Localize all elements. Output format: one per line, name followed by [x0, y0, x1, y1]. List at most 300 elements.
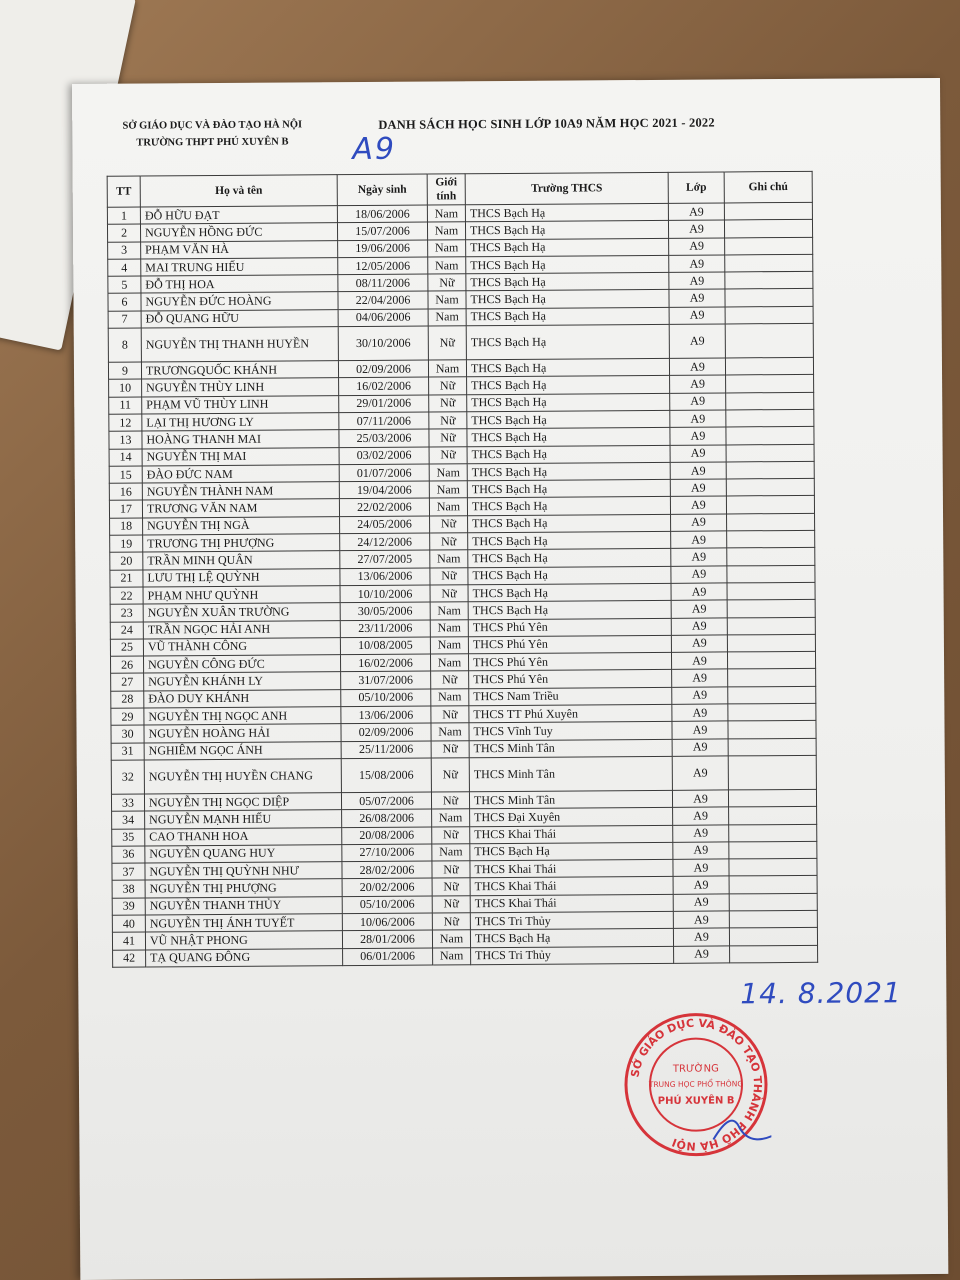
- student-name-cell: TRƯƠNG VĂN NAM: [142, 499, 339, 518]
- school-seal-stamp: [620, 1009, 771, 1160]
- class-cell: A9: [670, 427, 726, 445]
- student-name-cell: HOÀNG THANH MAI: [142, 430, 339, 449]
- class-cell: A9: [671, 617, 727, 635]
- date-of-birth-cell: 27/10/2006: [342, 844, 432, 862]
- note-cell: [726, 478, 814, 496]
- class-cell: A9: [672, 756, 728, 790]
- middle-school-cell: THCS Bạch Hạ: [468, 601, 671, 620]
- middle-school-cell: THCS Bạch Hạ: [467, 445, 670, 464]
- middle-school-cell: THCS Khai Thái: [470, 894, 673, 913]
- student-name-cell: NGUYỄN KHÁNH LY: [144, 672, 341, 691]
- column-header-name: Họ và tên: [140, 175, 337, 207]
- student-name-cell: LƯU THỊ LỆ QUỲNH: [143, 568, 340, 587]
- row-number-cell: 18: [110, 518, 143, 536]
- middle-school-cell: THCS Bạch Hạ: [466, 290, 669, 309]
- note-cell: [727, 565, 815, 583]
- middle-school-cell: THCS Minh Tân: [469, 739, 672, 758]
- note-cell: [726, 392, 814, 410]
- column-header-gender: [427, 174, 465, 205]
- date-of-birth-cell: 05/07/2006: [341, 792, 431, 810]
- gender-cell: Nam: [432, 930, 470, 948]
- student-name-cell: TẠ QUANG ĐÔNG: [146, 948, 343, 967]
- table-row: [113, 945, 818, 967]
- row-number-cell: 37: [112, 863, 145, 881]
- class-cell: A9: [668, 220, 724, 238]
- gender-cell: Nam: [427, 205, 465, 223]
- class-cell: A9: [669, 238, 725, 256]
- date-of-birth-cell: 22/04/2006: [338, 292, 428, 310]
- class-cell: A9: [669, 307, 725, 325]
- note-cell: [727, 513, 815, 531]
- row-number-cell: 10: [109, 379, 142, 397]
- gender-cell: Nam: [431, 688, 469, 706]
- table-header-row: [107, 171, 812, 207]
- row-number-cell: 9: [108, 362, 141, 380]
- note-cell: [727, 600, 815, 618]
- note-cell: [729, 841, 817, 859]
- row-number-cell: 20: [110, 552, 143, 570]
- student-name-cell: PHẠM NHƯ QUỲNH: [143, 586, 340, 605]
- date-of-birth-cell: 12/05/2006: [338, 257, 428, 275]
- gender-cell: Nữ: [429, 429, 467, 447]
- class-cell: A9: [672, 790, 728, 808]
- gender-cell: Nữ: [432, 878, 470, 896]
- student-name-cell: NGUYỄN THỊ HUYỀN CHANG: [144, 759, 341, 794]
- school-name: TRƯỜNG THPT PHÚ XUYÊN B: [136, 136, 289, 149]
- student-name-cell: NGUYỄN THANH THỦY: [145, 896, 342, 915]
- date-of-birth-cell: 19/04/2006: [339, 481, 429, 499]
- student-name-cell: PHẠM VĂN HÀ: [141, 240, 338, 259]
- gender-cell: Nam: [429, 481, 467, 499]
- row-number-cell: 3: [108, 242, 141, 260]
- class-cell: A9: [673, 894, 729, 912]
- middle-school-cell: THCS Bạch Hạ: [467, 497, 670, 516]
- date-of-birth-cell: 22/02/2006: [339, 498, 429, 516]
- middle-school-cell: THCS Bạch Hạ: [466, 307, 669, 326]
- department-name: SỞ GIÁO DỤC VÀ ĐÀO TẠO HÀ NỘI: [122, 119, 303, 132]
- issuing-organization: [112, 116, 312, 151]
- date-of-birth-cell: 30/10/2006: [338, 326, 428, 361]
- class-cell: A9: [673, 928, 729, 946]
- student-name-cell: VŨ NHẬT PHONG: [145, 931, 342, 950]
- date-of-birth-cell: 07/11/2006: [339, 412, 429, 430]
- student-name-cell: ĐỖ HỮU ĐẠT: [140, 206, 337, 225]
- document-page: [72, 78, 948, 1280]
- class-cell: A9: [671, 548, 727, 566]
- gender-cell: Nam: [430, 550, 468, 568]
- gender-cell: Nữ: [431, 758, 469, 792]
- date-of-birth-cell: 24/05/2006: [340, 516, 430, 534]
- row-number-cell: 15: [109, 466, 142, 484]
- note-cell: [726, 427, 814, 445]
- gender-cell: Nữ: [432, 826, 470, 844]
- middle-school-cell: THCS Minh Tân: [469, 790, 672, 809]
- class-cell: A9: [669, 255, 725, 273]
- date-of-birth-cell: 19/06/2006: [338, 240, 428, 258]
- gender-cell: Nữ: [429, 377, 467, 395]
- date-of-birth-cell: 03/02/2006: [339, 447, 429, 465]
- class-cell: A9: [672, 721, 728, 739]
- student-roster-table: [107, 171, 819, 968]
- handwritten-class-note: A9: [352, 131, 397, 168]
- date-of-birth-cell: 08/11/2006: [338, 274, 428, 292]
- row-number-cell: 28: [111, 691, 144, 709]
- student-name-cell: NGUYỄN HỒNG ĐỨC: [140, 223, 337, 242]
- middle-school-cell: THCS Bạch Hạ: [466, 358, 669, 377]
- gender-cell: Nữ: [429, 446, 467, 464]
- gender-cell: Nam: [432, 844, 470, 862]
- date-of-birth-cell: 25/03/2006: [339, 429, 429, 447]
- middle-school-cell: THCS Minh Tân: [469, 756, 672, 791]
- middle-school-cell: THCS Bạch Hạ: [467, 462, 670, 481]
- date-of-birth-cell: 25/11/2006: [341, 741, 431, 759]
- date-of-birth-cell: 10/06/2006: [342, 913, 432, 931]
- class-cell: A9: [673, 824, 729, 842]
- class-cell: A9: [669, 272, 725, 290]
- middle-school-cell: THCS Tri Thủy: [470, 911, 673, 930]
- note-cell: [725, 289, 813, 307]
- table-row: [111, 755, 816, 794]
- row-number-cell: 27: [111, 673, 144, 691]
- middle-school-cell: THCS Bạch Hạ: [465, 221, 668, 240]
- table-row: [108, 323, 813, 362]
- handwritten-date: 14. 8.2021: [740, 976, 902, 1011]
- student-name-cell: ĐÀO DUY KHÁNH: [144, 689, 341, 708]
- student-name-cell: NGUYỄN QUANG HUY: [145, 844, 342, 863]
- note-cell: [726, 496, 814, 514]
- note-cell: [727, 651, 815, 669]
- date-of-birth-cell: 31/07/2006: [341, 671, 431, 689]
- student-name-cell: VŨ THÀNH CÔNG: [143, 637, 340, 656]
- row-number-cell: 24: [110, 622, 143, 640]
- date-of-birth-cell: 28/01/2006: [342, 930, 432, 948]
- student-name-cell: ĐỖ THỊ HOA: [141, 275, 338, 294]
- row-number-cell: 11: [109, 397, 142, 415]
- row-number-cell: 41: [112, 932, 145, 950]
- gender-cell: Nam: [430, 619, 468, 637]
- middle-school-cell: THCS Bạch Hạ: [467, 428, 670, 447]
- middle-school-cell: THCS Bạch Hạ: [467, 479, 670, 498]
- row-number-cell: 36: [112, 846, 145, 864]
- gender-cell: Nữ: [430, 567, 468, 585]
- date-of-birth-cell: 10/08/2005: [340, 637, 430, 655]
- date-of-birth-cell: 10/10/2006: [340, 585, 430, 603]
- student-name-cell: NGUYỄN THỊ ÁNH TUYẾT: [145, 914, 342, 933]
- note-cell: [728, 703, 816, 721]
- date-of-birth-cell: 02/09/2006: [341, 723, 431, 741]
- middle-school-cell: THCS Bạch Hạ: [468, 583, 671, 602]
- note-cell: [727, 634, 815, 652]
- middle-school-cell: THCS Bạch Hạ: [468, 514, 671, 533]
- middle-school-cell: THCS Bạch Hạ: [468, 531, 671, 550]
- date-of-birth-cell: 27/07/2005: [340, 550, 430, 568]
- class-cell: A9: [673, 911, 729, 929]
- student-name-cell: NGUYỄN CÔNG ĐỨC: [143, 655, 340, 674]
- row-number-cell: 4: [108, 259, 141, 277]
- row-number-cell: 2: [107, 224, 140, 242]
- student-name-cell: CAO THANH HOA: [145, 827, 342, 846]
- gender-cell: Nam: [433, 947, 471, 965]
- student-name-cell: NGUYỄN THỊ PHƯỢNG: [145, 879, 342, 898]
- date-of-birth-cell: 20/02/2006: [342, 878, 432, 896]
- date-of-birth-cell: 18/06/2006: [337, 205, 427, 223]
- row-number-cell: 22: [110, 587, 143, 605]
- note-cell: [729, 928, 817, 946]
- row-number-cell: 1: [107, 207, 140, 225]
- note-cell: [725, 254, 813, 272]
- student-name-cell: MAI TRUNG HIẾU: [141, 258, 338, 277]
- gender-cell: Nam: [428, 360, 466, 378]
- class-cell: A9: [672, 687, 728, 705]
- student-name-cell: NGUYỄN THỊ NGÀ: [143, 516, 340, 535]
- note-cell: [725, 306, 813, 324]
- stamp-center-line-3: PHÚ XUYÊN B: [657, 1095, 735, 1107]
- middle-school-cell: THCS TT Phú Xuyên: [469, 704, 672, 723]
- gender-cell: Nữ: [432, 861, 470, 879]
- middle-school-cell: THCS Phú Yên: [468, 652, 671, 671]
- row-number-cell: 35: [112, 829, 145, 847]
- class-cell: A9: [669, 289, 725, 307]
- column-header-note: Ghi chú: [724, 171, 812, 203]
- student-name-cell: NGUYỄN ĐỨC HOÀNG: [141, 292, 338, 311]
- gender-cell: Nam: [429, 464, 467, 482]
- note-cell: [724, 202, 812, 220]
- note-cell: [729, 807, 817, 825]
- note-cell: [728, 738, 816, 756]
- class-cell: A9: [671, 531, 727, 549]
- student-name-cell: NGUYỄN THỊ THANH HUYỀN: [141, 327, 338, 362]
- class-cell: A9: [672, 704, 728, 722]
- row-number-cell: 42: [113, 950, 146, 968]
- note-cell: [726, 461, 814, 479]
- date-of-birth-cell: 28/02/2006: [342, 861, 432, 879]
- class-cell: A9: [674, 946, 730, 964]
- row-number-cell: 40: [112, 915, 145, 933]
- student-name-cell: NGUYỄN THÀNH NAM: [142, 482, 339, 501]
- row-number-cell: 30: [111, 725, 144, 743]
- row-number-cell: 33: [111, 794, 144, 812]
- middle-school-cell: THCS Bạch Hạ: [466, 238, 669, 257]
- student-name-cell: TRƯƠNGQUỐC KHÁNH: [141, 361, 338, 380]
- stamp-center-line-2: TRUNG HỌC PHỔ THÔNG: [648, 1079, 744, 1089]
- note-cell: [729, 876, 817, 894]
- class-cell: A9: [670, 479, 726, 497]
- date-of-birth-cell: 06/01/2006: [343, 948, 433, 966]
- student-name-cell: NGUYỄN HOÀNG HẢI: [144, 724, 341, 743]
- note-cell: [729, 893, 817, 911]
- date-of-birth-cell: 20/08/2006: [342, 827, 432, 845]
- note-cell: [727, 582, 815, 600]
- row-number-cell: 8: [108, 328, 141, 362]
- note-cell: [726, 375, 814, 393]
- class-cell: A9: [670, 410, 726, 428]
- middle-school-cell: THCS Bạch Hạ: [470, 842, 673, 861]
- date-of-birth-cell: 13/06/2006: [340, 568, 430, 586]
- gender-cell: Nữ: [431, 671, 469, 689]
- gender-cell: Nữ: [432, 895, 470, 913]
- gender-cell: Nữ: [430, 515, 468, 533]
- class-cell: A9: [670, 445, 726, 463]
- row-number-cell: 17: [109, 500, 142, 518]
- column-header-class: Lớp: [668, 172, 724, 203]
- gender-cell: Nữ: [431, 740, 469, 758]
- gender-cell: Nữ: [430, 533, 468, 551]
- date-of-birth-cell: 04/06/2006: [338, 309, 428, 327]
- middle-school-cell: THCS Bạch Hạ: [468, 549, 671, 568]
- middle-school-cell: THCS Phú Yên: [468, 618, 671, 637]
- document-title: DANH SÁCH HỌC SINH LỚP 10A9 NĂM HỌC 2021 - 2022: [378, 115, 715, 132]
- column-header-school: Trường THCS: [465, 172, 668, 204]
- middle-school-cell: THCS Vĩnh Tuy: [469, 722, 672, 741]
- student-name-cell: NGUYỄN THỊ NGỌC ANH: [144, 707, 341, 726]
- note-cell: [725, 357, 813, 375]
- middle-school-cell: THCS Khai Thái: [470, 877, 673, 896]
- class-cell: A9: [673, 842, 729, 860]
- middle-school-cell: THCS Phú Yên: [469, 670, 672, 689]
- middle-school-cell: THCS Bạch Hạ: [466, 273, 669, 292]
- date-of-birth-cell: 05/10/2006: [342, 896, 432, 914]
- gender-cell: Nữ: [429, 412, 467, 430]
- date-of-birth-cell: 02/09/2006: [338, 360, 428, 378]
- middle-school-cell: THCS Bạch Hạ: [465, 203, 668, 222]
- middle-school-cell: THCS Bạch Hạ: [466, 255, 669, 274]
- middle-school-cell: THCS Khai Thái: [470, 825, 673, 844]
- note-cell: [727, 548, 815, 566]
- gender-cell: Nam: [430, 602, 468, 620]
- row-number-cell: 14: [109, 449, 142, 467]
- student-name-cell: NGUYỄN THỊ QUỲNH NHƯ: [145, 862, 342, 881]
- column-header-tt: TT: [107, 176, 140, 207]
- note-cell: [725, 323, 813, 358]
- note-cell: [725, 272, 813, 290]
- row-number-cell: 38: [112, 880, 145, 898]
- class-cell: A9: [672, 739, 728, 757]
- note-cell: [728, 789, 816, 807]
- note-cell: [728, 755, 816, 790]
- row-number-cell: 19: [110, 535, 143, 553]
- note-cell: [727, 530, 815, 548]
- middle-school-cell: THCS Phú Yên: [468, 635, 671, 654]
- date-of-birth-cell: 23/11/2006: [340, 620, 430, 638]
- note-cell: [724, 220, 812, 238]
- row-number-cell: 29: [111, 708, 144, 726]
- student-name-cell: NGUYỄN MẠNH HIẾU: [145, 810, 342, 829]
- column-header-gender-label: Giới tính: [435, 176, 458, 203]
- date-of-birth-cell: 29/01/2006: [339, 395, 429, 413]
- class-cell: A9: [670, 393, 726, 411]
- note-cell: [729, 858, 817, 876]
- stamp-center-line-1: TRƯỜNG: [672, 1063, 719, 1075]
- student-name-cell: TRẦN MINH QUÂN: [143, 551, 340, 570]
- gender-cell: Nam: [428, 309, 466, 327]
- class-cell: A9: [673, 859, 729, 877]
- gender-cell: Nữ: [432, 913, 470, 931]
- row-number-cell: 32: [111, 760, 144, 794]
- row-number-cell: 13: [109, 431, 142, 449]
- class-cell: A9: [670, 462, 726, 480]
- class-cell: A9: [670, 375, 726, 393]
- gender-cell: Nam: [430, 654, 468, 672]
- date-of-birth-cell: 01/07/2006: [339, 464, 429, 482]
- column-header-dob: Ngày sinh: [337, 174, 427, 206]
- date-of-birth-cell: 24/12/2006: [340, 533, 430, 551]
- date-of-birth-cell: 13/06/2006: [341, 706, 431, 724]
- middle-school-cell: THCS Bạch Hạ: [468, 566, 671, 585]
- class-cell: A9: [673, 807, 729, 825]
- gender-cell: Nam: [428, 239, 466, 257]
- row-number-cell: 5: [108, 276, 141, 294]
- middle-school-cell: THCS Đại Xuyên: [470, 808, 673, 827]
- note-cell: [728, 721, 816, 739]
- class-cell: A9: [669, 358, 725, 376]
- student-name-cell: NGUYỄN THỊ NGỌC DIỆP: [144, 793, 341, 812]
- stamp-ring-text: SỞ GIÁO DỤC VÀ ĐÀO TẠO THÀNH PHỐ HÀ NỘI: [628, 1016, 765, 1153]
- note-cell: [729, 910, 817, 928]
- student-name-cell: PHẠM VŨ THÙY LINH: [142, 395, 339, 414]
- note-cell: [725, 237, 813, 255]
- gender-cell: Nam: [430, 637, 468, 655]
- gender-cell: Nữ: [429, 394, 467, 412]
- date-of-birth-cell: 15/07/2006: [337, 222, 427, 240]
- row-number-cell: 6: [108, 294, 141, 312]
- middle-school-cell: THCS Bạch Hạ: [467, 376, 670, 395]
- class-cell: A9: [668, 203, 724, 221]
- middle-school-cell: THCS Bạch Hạ: [467, 410, 670, 429]
- middle-school-cell: THCS Bạch Hạ: [466, 324, 669, 359]
- row-number-cell: 31: [111, 743, 144, 761]
- note-cell: [728, 686, 816, 704]
- class-cell: A9: [670, 496, 726, 514]
- class-cell: A9: [671, 566, 727, 584]
- class-cell: A9: [671, 635, 727, 653]
- middle-school-cell: THCS Bạch Hạ: [470, 929, 673, 948]
- row-number-cell: 12: [109, 414, 142, 432]
- class-cell: A9: [671, 652, 727, 670]
- gender-cell: Nam: [428, 291, 466, 309]
- gender-cell: Nữ: [431, 706, 469, 724]
- student-name-cell: TRẦN NGỌC HẢI ANH: [143, 620, 340, 639]
- student-name-cell: LẠI THỊ HƯƠNG LY: [142, 413, 339, 432]
- gender-cell: Nam: [427, 222, 465, 240]
- student-name-cell: NGUYỄN XUÂN TRƯỜNG: [143, 603, 340, 622]
- date-of-birth-cell: 16/02/2006: [339, 377, 429, 395]
- student-name-cell: NGUYỄN THÙY LINH: [142, 378, 339, 397]
- row-number-cell: 7: [108, 311, 141, 329]
- middle-school-cell: THCS Khai Thái: [470, 859, 673, 878]
- note-cell: [726, 409, 814, 427]
- date-of-birth-cell: 15/08/2006: [341, 758, 431, 793]
- note-cell: [728, 669, 816, 687]
- row-number-cell: 21: [110, 570, 143, 588]
- date-of-birth-cell: 30/05/2006: [340, 602, 430, 620]
- row-number-cell: 16: [109, 483, 142, 501]
- row-number-cell: 23: [110, 604, 143, 622]
- gender-cell: Nữ: [428, 326, 466, 360]
- student-name-cell: ĐÀO ĐỨC NAM: [142, 465, 339, 484]
- class-cell: A9: [671, 514, 727, 532]
- gender-cell: Nam: [428, 257, 466, 275]
- gender-cell: Nữ: [428, 274, 466, 292]
- note-cell: [730, 945, 818, 963]
- note-cell: [726, 444, 814, 462]
- class-cell: A9: [673, 876, 729, 894]
- table-body: [107, 202, 817, 967]
- gender-cell: Nữ: [431, 792, 469, 810]
- gender-cell: Nam: [429, 498, 467, 516]
- gender-cell: Nam: [431, 723, 469, 741]
- student-name-cell: NGHIÊM NGỌC ÁNH: [144, 741, 341, 760]
- student-name-cell: ĐỖ QUANG HỮU: [141, 309, 338, 328]
